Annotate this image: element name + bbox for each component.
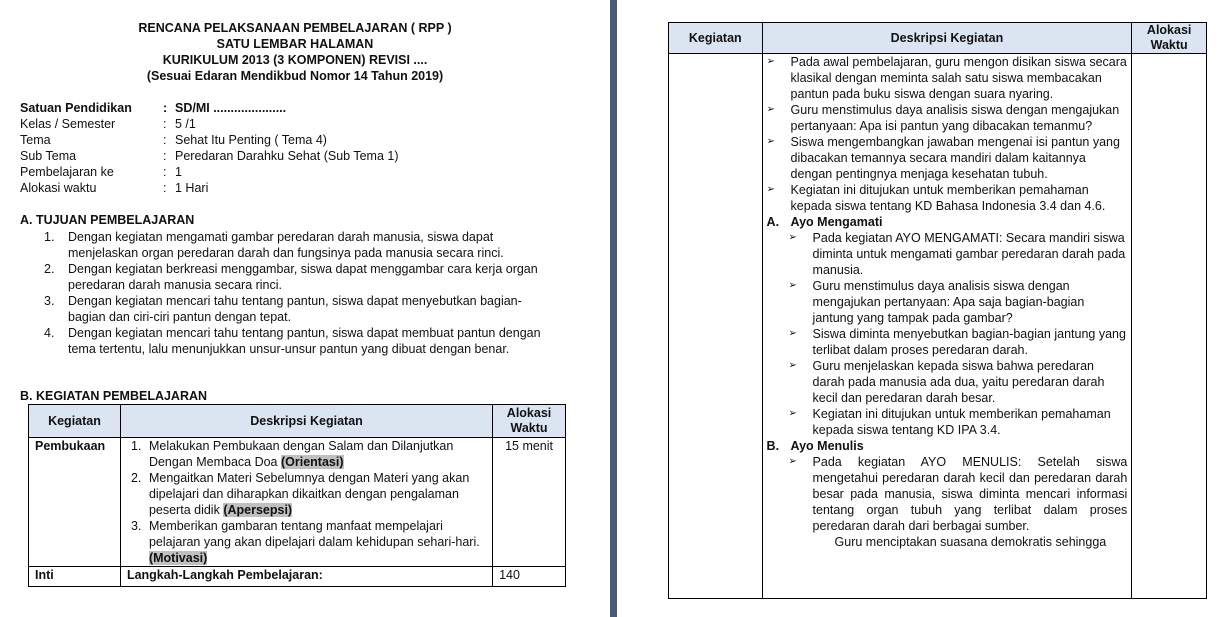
list-item — [767, 358, 1128, 406]
identity-colon: : — [163, 165, 167, 179]
activity-body: Mengaitkan Materi Sebelumnya dengan Materi yang akan dipelajari dan diharapkan dikaitkan dengan pengalaman peserta didik — [148, 471, 470, 517]
section-b-heading: B. KEGIATAN PEMBELAJARAN — [20, 389, 208, 403]
identity-value: Sehat Itu Penting ( Tema 4) — [175, 133, 327, 147]
header-kegiatan: Kegiatan — [669, 23, 763, 54]
arrow-bullet-icon: ➢ — [766, 136, 775, 147]
list-item — [767, 230, 1128, 278]
table-header-row — [29, 405, 566, 438]
activity-tag: (Motivasi) — [148, 551, 208, 565]
list-item — [767, 182, 1128, 214]
list-item-text: Kegiatan ini ditujukan untuk memberikan pemahaman kepada siswa tentang KD Bahasa Indonesia 3.4 dan 4.6. — [790, 183, 1106, 213]
list-item-text: Pada kegiatan AYO MENULIS: Setelah siswa mengetahui peredaran darah kecil dan peredaran darah besar pada manusia, siswa diminta mencari informasi tentang organ tubuh yang terlibat dalam proses peredaran darah dari berbagai sumber. — [812, 455, 1128, 533]
arrow-bullet-icon: ➢ — [788, 360, 797, 371]
title-line-3: KURIKULUM 2013 (3 KOMPONEN) REVISI .... — [162, 53, 428, 67]
activity-number: 3. — [130, 519, 142, 533]
activity-table-continued — [668, 22, 1207, 599]
continued-text: Guru menciptakan suasana demokratis sehingga — [834, 535, 1107, 549]
identity-label: Sub Tema — [20, 149, 77, 163]
list-item — [767, 454, 1128, 534]
activity-text — [149, 518, 492, 566]
list-item — [767, 326, 1128, 358]
goal-item — [44, 293, 554, 325]
identity-row — [20, 148, 399, 164]
identity-label: Tema — [20, 133, 51, 147]
goal-text: Dengan kegiatan mencari tahu tentang pantun, siswa dapat membuat pantun dengan tema tertentu, lalu menunjukkan unsur-unsur pantun yang dibuat dengan benar. — [68, 326, 541, 356]
identity-value: 1 Hari — [175, 181, 209, 195]
identity-label: Pembelajaran ke — [20, 165, 114, 179]
identity-colon: : — [163, 101, 168, 115]
identity-row — [20, 116, 399, 132]
document-title — [0, 20, 590, 84]
table-row — [29, 438, 566, 567]
list-item-text: Pada awal pembelajaran, guru mengon disikan siswa secara klasikal dengan meminta salah satu siswa membacakan pantun pada buku siswa dengan suara nyaring. — [790, 55, 1127, 101]
header-deskripsi: Deskripsi Kegiatan — [120, 405, 492, 438]
header-alokasi — [1132, 23, 1207, 54]
list-item-text: Guru menjelaskan kepada siswa bahwa peredaran darah pada manusia ada dua, yaitu peredaran darah kecil dan peredaran darah besar. — [812, 359, 1105, 405]
row-label: Pembukaan — [29, 438, 121, 567]
subsection-heading — [767, 438, 1128, 454]
identity-label: Satuan Pendidikan — [20, 101, 132, 115]
right-page — [617, 0, 1222, 617]
activity-body: Melakukan Pembukaan dengan Salam dan Dilanjutkan Dengan Membaca Doa — [148, 439, 454, 469]
goal-text: Dengan kegiatan mencari tahu tentang pantun, siswa dapat menyebutkan bagian-bagian dan ciri-ciri pantun dengan tepat. — [68, 294, 522, 324]
list-item — [767, 406, 1128, 438]
table-row — [669, 54, 1207, 599]
identity-colon: : — [163, 133, 167, 147]
arrow-bullet-icon: ➢ — [788, 232, 797, 243]
page-divider — [610, 0, 617, 617]
arrow-bullet-icon: ➢ — [788, 408, 797, 419]
list-item — [767, 102, 1128, 134]
goal-number: 2. — [44, 262, 55, 276]
header-alokasi-line1: Alokasi — [506, 406, 552, 420]
arrow-bullet-icon: ➢ — [766, 56, 775, 67]
header-alokasi — [493, 405, 566, 438]
activity-tag: (Apersepsi) — [223, 503, 293, 517]
list-item — [767, 134, 1128, 182]
activity-item — [131, 470, 492, 518]
subsection-heading — [767, 214, 1128, 230]
header-kegiatan: Kegiatan — [29, 405, 121, 438]
identity-row — [20, 100, 399, 116]
activity-body: Memberikan gambaran tentang manfaat mempelajari pelajaran yang akan dipelajari dalam kehidupan sehari-hari. — [148, 519, 480, 549]
row-label: Inti — [29, 567, 121, 587]
activity-text — [149, 438, 492, 470]
identity-label: Alokasi waktu — [20, 181, 97, 195]
row-time: 15 menit — [493, 438, 566, 567]
activity-item — [131, 518, 492, 566]
goal-number: 3. — [44, 294, 55, 308]
list-item-text: Pada kegiatan AYO MENGAMATI: Secara mandiri siswa diminta untuk mengamati gambar peredaran darah pada manusia. — [812, 231, 1126, 277]
goal-item — [44, 325, 554, 357]
identity-colon: : — [163, 149, 167, 163]
goal-number: 1. — [44, 230, 55, 244]
section-a-heading: A. TUJUAN PEMBELAJARAN — [20, 213, 195, 227]
subsection-letter: B. — [766, 439, 780, 453]
arrow-bullet-icon: ➢ — [788, 328, 797, 339]
goal-text: Dengan kegiatan mengamati gambar peredaran darah manusia, siswa dapat menjelaskan organ peredaran darah dan fungsinya pada manusia secara rinci. — [68, 230, 504, 260]
row-description — [120, 438, 492, 567]
row-label — [669, 54, 763, 599]
activity-number: 1. — [130, 439, 142, 453]
subsection-title: Ayo Menulis — [790, 439, 864, 453]
row-description — [762, 54, 1132, 599]
activity-tag: (Orientasi) — [280, 455, 344, 469]
arrow-bullet-icon: ➢ — [788, 456, 797, 467]
list-item-text: Guru menstimulus daya analisis siswa dengan mengajukan pertanyaan: Apa saja bagian-bagian jantung yang tampak pada gambar? — [812, 279, 1085, 325]
goal-item — [44, 261, 554, 293]
table-row — [29, 567, 566, 587]
list-item-text: Guru menstimulus daya analisis siswa dengan mengajukan pertanyaan: Apa isi pantun yang dibacakan temanmu? — [790, 103, 1120, 133]
identity-colon: : — [163, 181, 167, 195]
arrow-bullet-icon: ➢ — [766, 184, 775, 195]
header-deskripsi: Deskripsi Kegiatan — [762, 23, 1132, 54]
activity-number: 2. — [130, 471, 142, 485]
identity-value: SD/MI ..................... — [175, 101, 287, 115]
row-time — [1132, 54, 1207, 599]
identity-value: 5 /1 — [175, 117, 196, 131]
subsection-letter: A. — [766, 215, 780, 229]
title-line-2: SATU LEMBAR HALAMAN — [216, 37, 374, 51]
activity-text — [149, 470, 492, 518]
list-item — [767, 54, 1128, 102]
subsection-title: Ayo Mengamati — [790, 215, 883, 229]
identity-label: Kelas / Semester — [20, 117, 116, 131]
identity-row — [20, 164, 399, 180]
list-item-text: Siswa mengembangkan jawaban mengenai isi pantun yang dibacakan temannya secara mandiri dalam kaitannya dengan pentingnya menjaga kesehatan tubuh. — [790, 135, 1120, 181]
identity-row — [20, 132, 399, 148]
title-line-4: (Sesuai Edaran Mendikbud Nomor 14 Tahun 2019) — [146, 69, 444, 83]
list-item-text: Kegiatan ini ditujukan untuk memberikan pemahaman kepada siswa tentang KD IPA 3.4. — [812, 407, 1111, 437]
goal-number: 4. — [44, 326, 55, 340]
identity-value: Peredaran Darahku Sehat (Sub Tema 1) — [175, 149, 399, 163]
goals-list — [44, 229, 554, 357]
arrow-bullet-icon: ➢ — [766, 104, 775, 115]
arrow-bullet-icon: ➢ — [788, 280, 797, 291]
header-alokasi-line2: Waktu — [510, 421, 548, 435]
left-page — [0, 0, 610, 617]
identity-value: 1 — [175, 165, 182, 179]
list-item — [767, 278, 1128, 326]
row-description: Langkah-Langkah Pembelajaran: — [120, 567, 492, 587]
title-line-1: RENCANA PELAKSANAAN PEMBELAJARAN ( RPP ) — [138, 21, 452, 35]
identity-block — [20, 100, 399, 196]
header-alokasi-line2: Waktu — [1150, 38, 1188, 52]
table-header-row — [669, 23, 1207, 54]
identity-colon: : — [163, 117, 167, 131]
identity-row — [20, 180, 399, 196]
goal-item — [44, 229, 554, 261]
header-alokasi-line1: Alokasi — [1146, 23, 1192, 37]
list-item-text: Siswa diminta menyebutkan bagian-bagian jantung yang terlibat dalam proses peredaran darah. — [812, 327, 1126, 357]
row-time: 140 — [493, 567, 566, 587]
goal-text: Dengan kegiatan berkreasi menggambar, siswa dapat menggambar cara kerja organ peredaran darah manusia secara rinci. — [68, 262, 538, 292]
activity-table — [28, 404, 566, 587]
activity-item — [131, 438, 492, 470]
